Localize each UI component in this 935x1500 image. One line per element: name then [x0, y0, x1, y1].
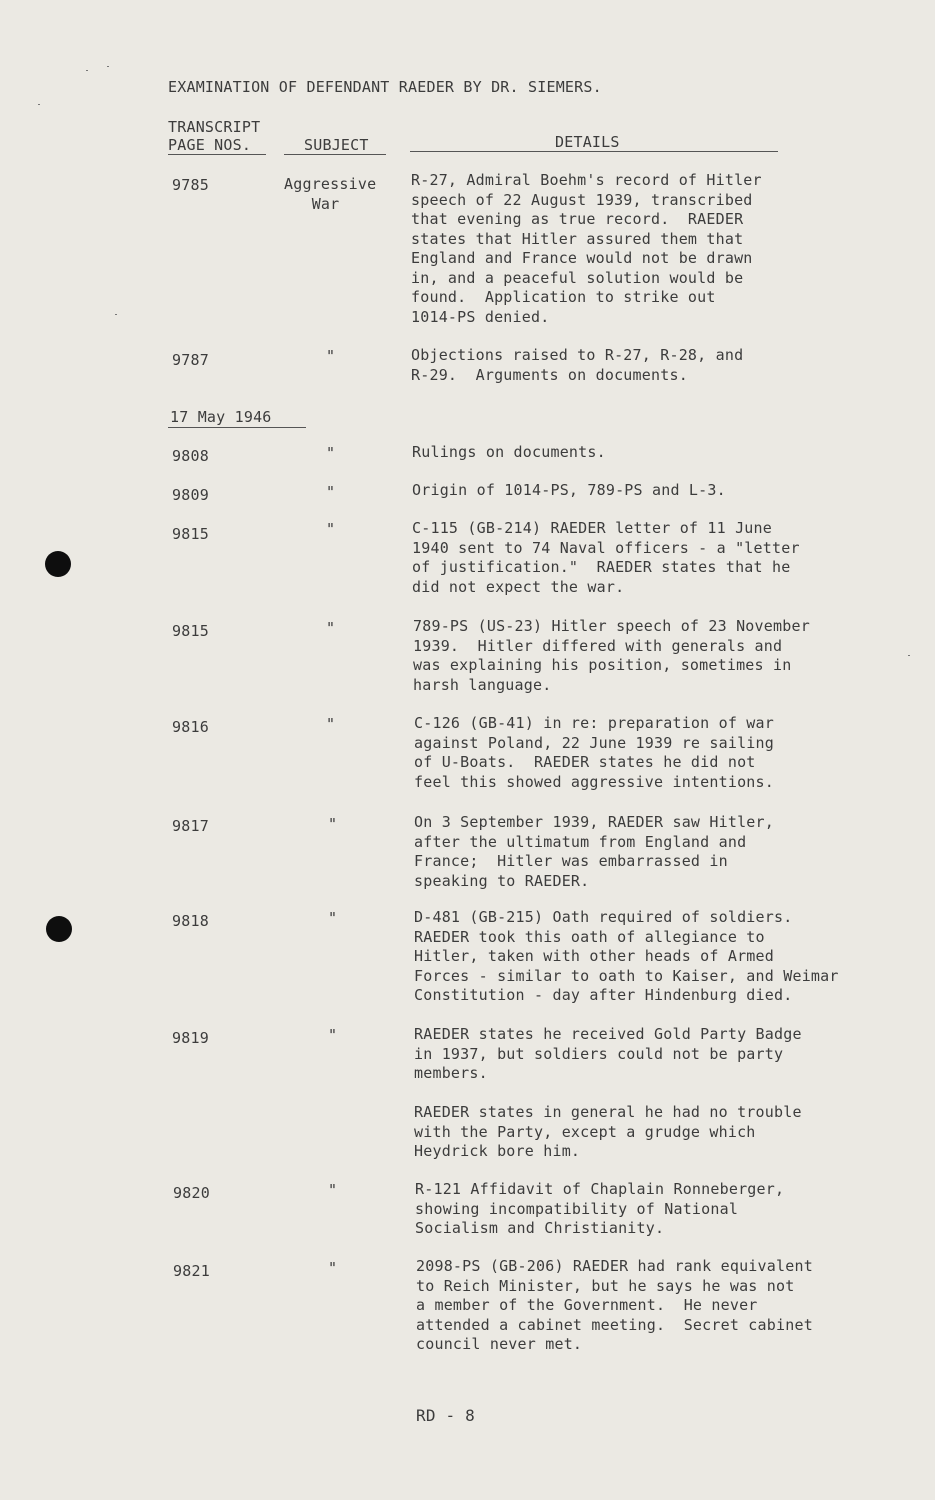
details-text: RAEDER states he received Gold Party Badge in 1937, but soldiers could not be party members.: [414, 1025, 802, 1082]
header-details: DETAILS: [555, 133, 620, 151]
punch-hole: [46, 916, 72, 942]
details-text: C-115 (GB-214) RAEDER letter of 11 June 1940 sent to 74 Naval officers - a "letter of justification." RAEDER states that he did not expect the war.: [412, 519, 800, 596]
details-text: C-126 (GB-41) in re: preparation of war against Poland, 22 June 1939 re sailing of U-Boats. RAEDER states he did not feel this showed aggressive intentions.: [414, 714, 774, 791]
scan-speck: [86, 70, 88, 71]
details-text: 2098-PS (GB-206) RAEDER had rank equivalent to Reich Minister, but he says he was not a member of the Government. He never attended a cabinet meeting. Secret cabinet council never met.: [416, 1257, 813, 1353]
page-number: 9809: [172, 486, 209, 504]
page-number: 9819: [172, 1029, 209, 1047]
page-number: 9787: [172, 351, 209, 369]
page-number: 9820: [173, 1184, 210, 1202]
header-transcript-line2: PAGE NOS.: [168, 136, 252, 154]
page-number: 9818: [172, 912, 209, 930]
details-text: 789-PS (US-23) Hitler speech of 23 November 1939. Hitler differed with generals and was explaining his position, sometimes in harsh language.: [413, 617, 810, 694]
document-title: EXAMINATION OF DEFENDANT RAEDER BY DR. SIEMERS.: [168, 78, 602, 96]
page-footer: RD - 8: [416, 1406, 475, 1425]
details-text: R-27, Admiral Boehm's record of Hitler speech of 22 August 1939, transcribed that evening as true record. RAEDER states that Hitler assured them that England and France would not be drawn in, and a peaceful solution would be found. Application to strike out 1014-PS denied.: [411, 171, 762, 326]
ditto-mark: ": [328, 1181, 338, 1199]
details-text: Objections raised to R-27, R-28, and R-29. Arguments on documents.: [411, 346, 744, 384]
header-underline: [284, 154, 386, 155]
details-text: Rulings on documents.: [412, 443, 606, 461]
ditto-mark: ": [328, 909, 338, 927]
page-number: 9816: [172, 718, 209, 736]
ditto-mark: ": [326, 444, 336, 462]
punch-hole: [45, 551, 71, 577]
page-number: 9808: [172, 447, 209, 465]
details-text: RAEDER states in general he had no trouble with the Party, except a grudge which Heydrick bore him.: [414, 1103, 802, 1160]
scan-speck: [38, 104, 40, 105]
page-number: 9785: [172, 176, 209, 194]
scan-speck: [115, 314, 117, 315]
scan-speck: [908, 655, 910, 656]
page-number: 9815: [172, 525, 209, 543]
details-text: Origin of 1014-PS, 789-PS and L-3.: [412, 481, 726, 499]
subject-text: Aggressive War: [284, 175, 377, 213]
ditto-mark: ": [326, 483, 336, 501]
details-text: D-481 (GB-215) Oath required of soldiers. RAEDER took this oath of allegiance to Hitler, taken with other heads of Armed Forces - similar to oath to Kaiser, and Weimar Constitution - day after Hindenburg died.: [414, 908, 839, 1004]
ditto-mark: ": [328, 1026, 338, 1044]
ditto-mark: ": [328, 815, 338, 833]
header-underline: [168, 154, 266, 155]
scan-speck: [107, 66, 109, 67]
page-number: 9815: [172, 622, 209, 640]
ditto-mark: ": [328, 1259, 338, 1277]
ditto-mark: ": [326, 619, 336, 637]
details-text: R-121 Affidavit of Chaplain Ronneberger, showing incompatibility of National Socialism and Christianity.: [415, 1180, 785, 1237]
details-text: On 3 September 1939, RAEDER saw Hitler, after the ultimatum from England and France; Hitler was embarrassed in speaking to RAEDER.: [414, 813, 774, 890]
ditto-mark: ": [326, 347, 336, 365]
page-number: 9821: [173, 1262, 210, 1280]
header-transcript-line1: TRANSCRIPT: [168, 118, 261, 136]
page-number: 9817: [172, 817, 209, 835]
header-underline: [410, 151, 778, 152]
date-underline: [168, 427, 306, 428]
ditto-mark: ": [326, 520, 336, 538]
ditto-mark: ": [326, 715, 336, 733]
date-heading: 17 May 1946: [170, 408, 272, 426]
header-subject: SUBJECT: [304, 136, 369, 154]
